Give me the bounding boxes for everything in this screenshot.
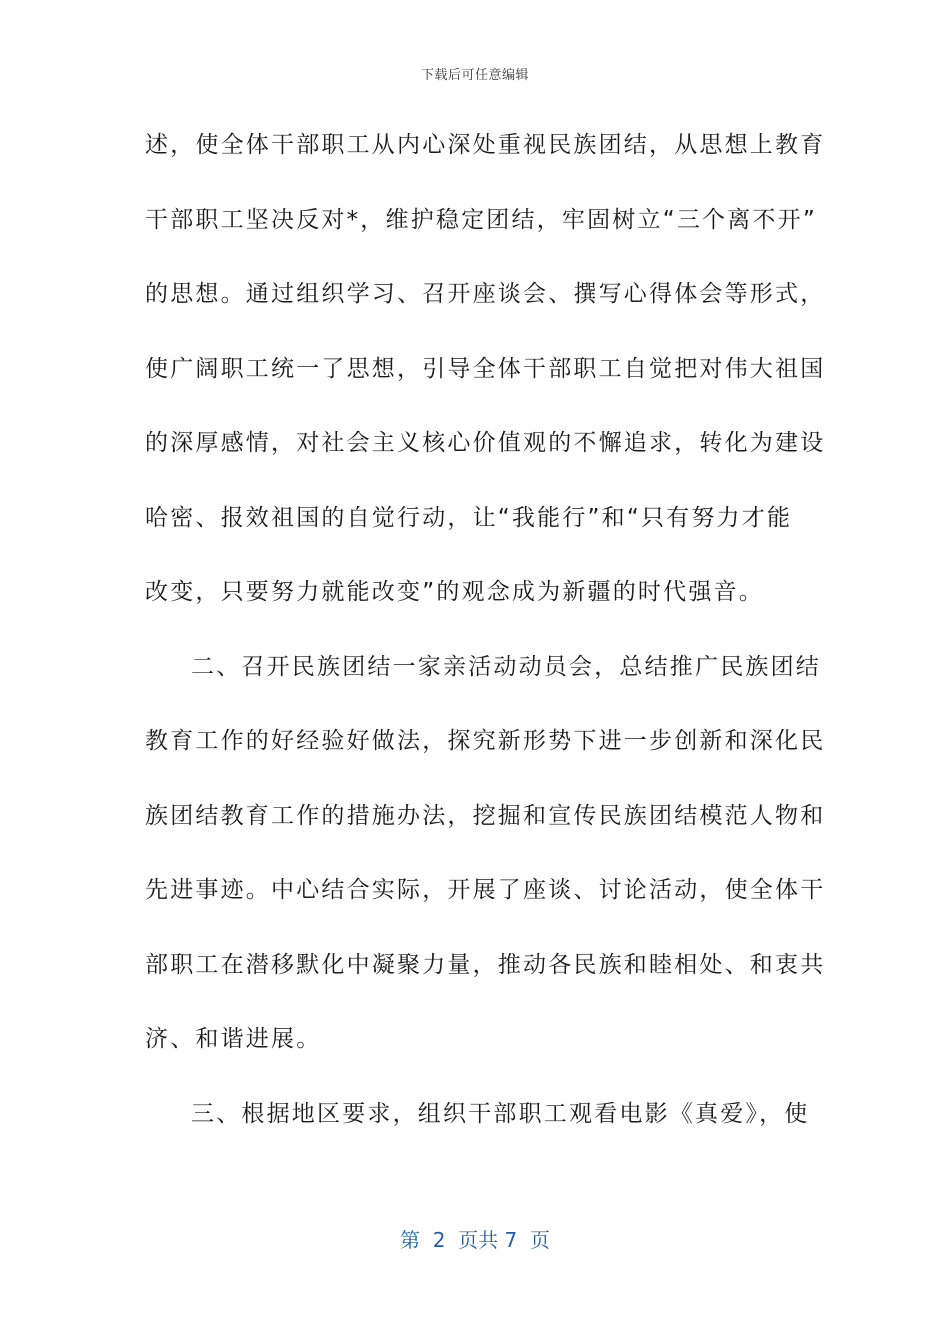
paragraph-two-start: 二、召开民族团结一家亲活动动员会，总结推广民族团结 [191,653,821,680]
text-line: 述，使全体干部职工从内心深处重视民族团结，从思想上教育 [145,132,826,158]
text-line: 族团结教育工作的措施办法，挖掘和宣传民族团结模范人物和 [145,802,826,829]
page-number-footer: 第 2 页共 7 页 [400,1228,550,1252]
text-line: 部职工在潜移默化中凝聚力量，推动各民族和睦相处、和衷共 [145,951,826,978]
text-line: 干部职工坚决反对*，维护稳定团结，牢固树立“三个离不开” [145,206,817,233]
text-line: 的思想。通过组织学习、召开座谈会、撰写心得体会等形式， [145,281,826,307]
text-line: 济、和谐进展。 [145,1026,322,1052]
text-line: 教育工作的好经验好做法，探究新形势下进一步创新和深化民 [145,728,826,754]
paragraph-three-start: 三、根据地区要求，组织干部职工观看电影《真爱》，使 [191,1100,810,1127]
text-line: 改变，只要努力就能改变”的观念成为新疆的时代强音。 [145,579,764,605]
page-header-note: 下载后可任意编辑 [420,68,529,83]
text-line: 哈密、报效祖国的自觉行动，让“我能行”和“只有努力才能 [145,504,793,531]
text-line: 的深厚感情，对社会主义核心价值观的不懈追求，转化为建设 [145,430,826,456]
text-line: 使广阔职工统一了思想，引导全体干部职工自觉把对伟大祖国 [145,355,826,382]
text-line: 先进事迹。中心结合实际，开展了座谈、讨论活动，使全体干 [145,877,826,903]
document-body [145,120,826,1163]
